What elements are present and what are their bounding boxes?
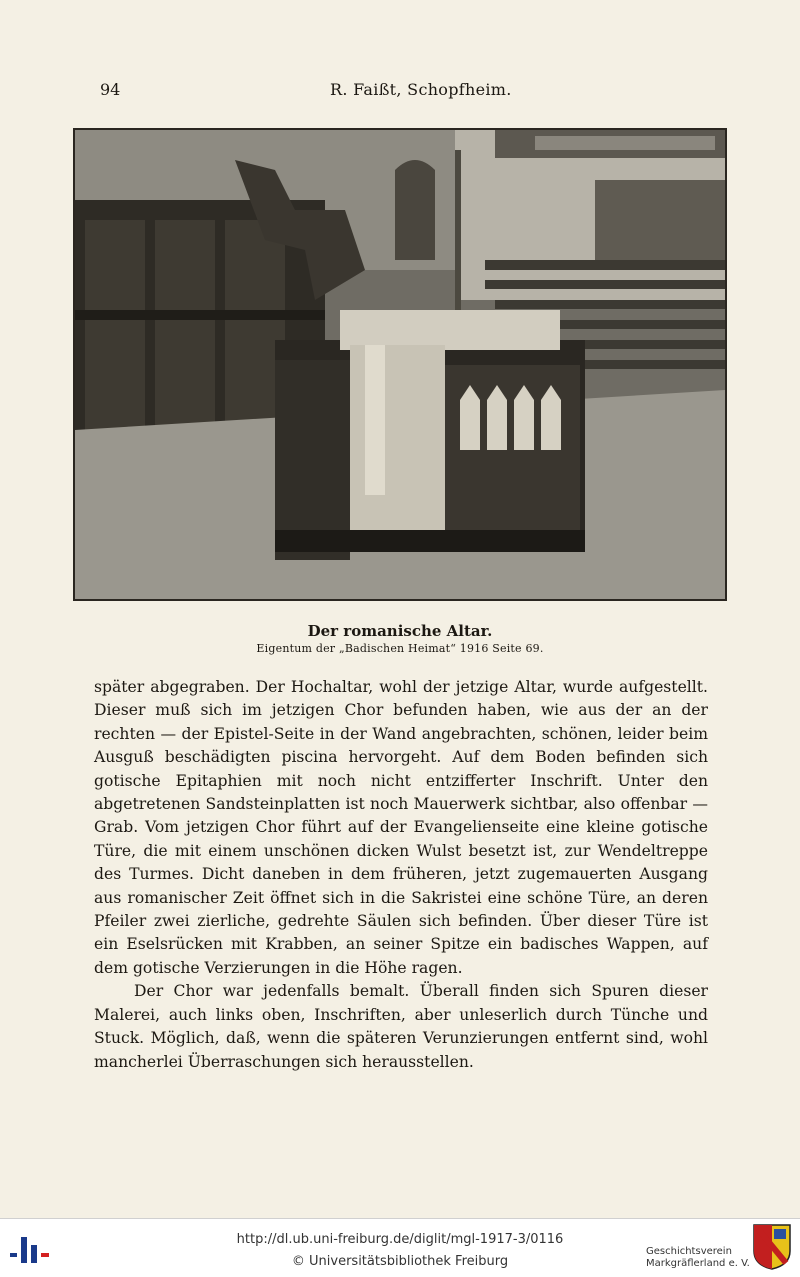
body-text: [94, 676, 708, 1074]
figure-caption: [0, 622, 800, 656]
viewer-footer: [0, 1218, 800, 1277]
paragraph-2: Der Chor war jedenfalls bemalt. Überall finden sich Spuren dieser Malerei, auch links oben, Inschriften, aber unleserlich durch Tünche und Stuck. Möglich, daß, wenn die späteren Verunzierungen entfernt sind, wohl mancherlei Überraschungen sich herausstellen.: [94, 982, 708, 1071]
society-name-line-1: Geschichtsverein: [646, 1246, 732, 1257]
altar-photograph: [73, 128, 727, 601]
society-name: [646, 1246, 750, 1270]
altar-photo-image: [75, 130, 725, 599]
paragraph-1: später abgegraben. Der Hochaltar, wohl der jetzige Altar, wurde aufgestellt. Dieser muß sich im jetzigen Chor befunden haben, wie aus der an der rechten — der Epistel-Seite in der Wand angebrachten, schönen, leider beim Ausguß beschädigten piscina hervorgeht. Auf dem Boden befinden sich gotische Epitaphien mit noch nicht entzifferter Inschrift. Unter den abgetretenen Sandsteinplatten ist noch Mauerwerk sichtbar, also offenbar — Grab. Vom jetzigen Chor führt auf der Evangelienseite eine kleine gotische Türe, die mit einem unschönen dicken Wulst besetzt ist, zur Wendeltreppe des Turmes. Dicht daneben in dem früheren, jetzt zugemauerten Ausgang aus romanischer Zeit öffnet sich in die Sakristei eine schöne Türe, an deren Pfeiler zwei zierliche, gedrehte Säulen sich befinden. Über dieser Türe ist ein Eselsrücken mit Krabben, an seiner Spitze ein badisches Wappen, auf dem gotische Verzierungen in die Höhe ragen.: [94, 678, 708, 977]
copyright-notice: © Universitätsbibliothek Freiburg: [291, 1254, 509, 1269]
page-header: [100, 80, 684, 104]
permalink-url[interactable]: http://dl.ub.uni-freiburg.de/diglit/mgl-1917-3/0116: [236, 1232, 564, 1247]
society-name-line-2: Markgräflerland e. V.: [646, 1258, 750, 1269]
page-number: 94: [100, 80, 121, 99]
coat-of-arms-icon: [752, 1223, 792, 1271]
caption-source: Eigentum der „Badischen Heimat“ 1916 Seite 69.: [256, 642, 544, 655]
running-head: R. Faißt, Schopfheim.: [330, 80, 512, 99]
caption-title: Der romanische Altar.: [307, 622, 493, 640]
